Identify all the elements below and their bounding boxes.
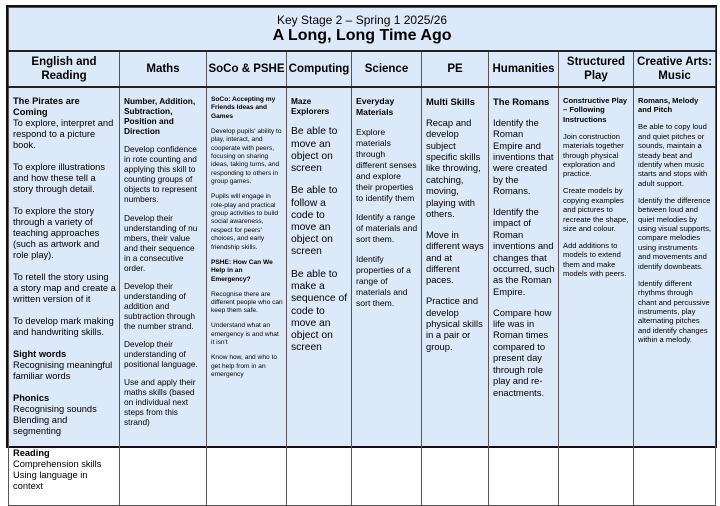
subject-heading: English and Reading [9, 51, 120, 87]
content-block [124, 213, 203, 273]
content-block [493, 206, 555, 297]
subject-cell [559, 87, 634, 506]
content-block [211, 96, 283, 121]
content-block [13, 393, 116, 437]
content-block [211, 322, 283, 347]
subject-content [559, 88, 633, 288]
term-subtitle: Key Stage 2 – Spring 1 2025/26 [276, 13, 448, 27]
content-block [356, 254, 418, 309]
subject-cell [207, 87, 287, 506]
block-title: SoCo: Accepting my Friends Ideas and Games [211, 96, 276, 120]
block-text: Recognising sounds Blending and segmenting [13, 404, 97, 436]
subject-heading: Structured Play [559, 51, 634, 87]
block-text: Be able to make a sequence of code to move an object on screen [291, 268, 348, 354]
content-block [426, 117, 485, 220]
block-text: Add additions to models to extend them and make models with peers. [563, 241, 627, 279]
subject-heading: Maths [120, 51, 207, 87]
subject-content [634, 88, 715, 354]
subject-heading: Science [352, 51, 422, 87]
curriculum-table [8, 7, 716, 506]
block-text: Identify the difference between loud and quiet melodies by using visual supports, compare melodies using instruments and movements and identify downbeats. [638, 195, 712, 271]
subject-content-row [9, 87, 716, 506]
subject-cell [287, 87, 352, 506]
block-text: Be able to move an object on screen [291, 126, 338, 174]
content-block [426, 229, 485, 286]
content-block [638, 196, 712, 271]
block-text: Identify the Roman Empire and inventions that were created by the Romans. [493, 116, 554, 197]
block-text: Develop their understanding of nu mbers, their value and their sequence in a consecutive order. [124, 212, 198, 273]
block-title: Constructive Play – Following Instructions [563, 96, 628, 124]
page-title: A Long, Long Time Ago [272, 27, 452, 44]
content-block [13, 272, 116, 305]
subject-cell [634, 87, 716, 506]
subject-content [352, 88, 421, 319]
subject-content [422, 88, 488, 364]
title-banner [9, 8, 716, 52]
subject-content [287, 88, 351, 367]
curriculum-overview [6, 5, 717, 491]
content-block [638, 96, 712, 115]
content-block [211, 291, 283, 316]
block-text: Join construction materials together through physical exploration and practice. [563, 131, 624, 179]
content-block [356, 212, 418, 245]
block-text: Use and apply their maths skills (based on individual next steps from this strand) [124, 377, 196, 428]
block-title: Maze Explorers [291, 96, 330, 116]
block-text: Identify properties of a range of materials and sort them. [356, 253, 411, 308]
content-block [493, 117, 555, 197]
content-block [124, 96, 203, 136]
block-title: Romans, Melody and Pitch [638, 96, 699, 115]
subject-heading: Creative Arts: Music [634, 51, 716, 87]
block-text: To retell the story using a story map and create a written version of it [13, 272, 116, 304]
content-block [638, 279, 712, 345]
content-block [291, 185, 348, 258]
content-block [124, 377, 203, 427]
block-text: Know how, and who to get help from in an emergency [211, 354, 277, 378]
block-text: Recognise there are different people who can keep them safe. [211, 290, 283, 315]
content-block [13, 448, 116, 492]
block-title: Multi Skills [426, 96, 475, 107]
content-block [426, 295, 485, 352]
subject-heading: Humanities [489, 51, 559, 87]
block-text: Recap and develop subject specific skills like throwing, catching, moving, playing with others. [426, 116, 481, 220]
content-block [211, 193, 283, 252]
subject-cell [489, 87, 559, 506]
subject-content [9, 88, 119, 505]
subject-header-row [9, 51, 716, 87]
content-block [291, 269, 348, 354]
subject-heading: SoCo & PSHE [207, 51, 287, 87]
content-block [13, 349, 116, 382]
block-text: Develop confidence in rote counting and applying this skill to counting groups of objects to represent numbers. [124, 144, 197, 205]
content-block [291, 126, 348, 175]
block-title: The Romans [493, 96, 550, 107]
content-block [563, 96, 630, 124]
content-block [13, 316, 116, 338]
block-text: Move in different ways and at different paces. [426, 228, 484, 286]
subject-content [120, 88, 206, 438]
block-title: The Pirates are Coming [13, 96, 80, 117]
content-block [13, 96, 116, 151]
block-text: To explore the story through a variety of teaching approaches (such as artwork and role play). [13, 206, 100, 260]
content-block [124, 281, 203, 331]
block-text: Practice and develop physical skills in a pair or group. [426, 295, 483, 352]
subject-content [207, 88, 286, 388]
block-text: Be able to follow a code to move an object on screen [291, 185, 338, 258]
content-block [563, 132, 630, 179]
subject-cell [9, 87, 120, 506]
block-text: Create models by copying examples and pictures to recreate the shape, size and colour. [563, 186, 629, 234]
block-title: Sight words [13, 349, 67, 359]
content-block [124, 144, 203, 204]
content-block [13, 206, 116, 261]
content-block [211, 259, 283, 284]
subject-content [489, 88, 558, 409]
block-text: Be able to copy loud and quiet pitches or sounds, maintain a steady beat and identify when music starts and stops with adult support. [638, 122, 708, 188]
subject-cell [422, 87, 489, 506]
block-title: Number, Addition, Subtraction, Position and Direction [124, 96, 196, 136]
block-text: To develop mark making and handwriting skills. [13, 316, 114, 337]
subject-heading: Computing [287, 51, 352, 87]
block-title: PSHE: How Can We Help in an Emergency? [211, 258, 273, 283]
content-block [426, 96, 485, 107]
content-block [291, 96, 348, 116]
content-block [563, 241, 630, 279]
block-text: Develop their understanding of addition and subtraction through the number strand. [124, 280, 196, 331]
block-title: Reading [13, 448, 50, 458]
subject-cell [120, 87, 207, 506]
block-text: Comprehension skills Using language in context [13, 459, 102, 491]
block-text: Compare how life was in Roman times compared to present day through role play and re-enactments. [493, 306, 552, 398]
block-text: To explore, interpret and respond to a picture book. [13, 118, 114, 150]
subject-cell [352, 87, 422, 506]
block-text: Explore materials through different senses and explore their properties to identify them [356, 126, 417, 203]
content-block [563, 186, 630, 233]
block-text: Identify a range of materials and sort them. [356, 212, 418, 245]
subject-heading: PE [422, 51, 489, 87]
content-block [211, 354, 283, 379]
content-block [493, 307, 555, 398]
content-block [356, 96, 418, 118]
block-text: To explore illustrations and how these tell a story through detail. [13, 162, 105, 194]
block-text: Identify the impact of Roman inventions and changes that occurred, such as the Roman Empire. [493, 206, 555, 297]
content-block [13, 162, 116, 195]
block-text: Identify different rhythms through chant and percussive instruments, play alternating pitches and identify changes within a melody. [638, 278, 710, 345]
block-text: Understand what an emergency is and what it isn't [211, 322, 279, 347]
block-title: Phonics [13, 393, 50, 403]
block-text: Pupils will engage in role-play and practical group activities to build social awareness, respect for peers' choices, and early friendship skills. [211, 193, 279, 251]
block-text: Develop pupils' ability to play, interact, and cooperate with peers, focusing on sharing ideas, taking turns, and responding to others in group games. [211, 127, 282, 186]
block-text: Develop their understanding of positional language. [124, 339, 198, 370]
content-block [638, 122, 712, 188]
content-block [124, 339, 203, 369]
block-title: Everyday Materials [356, 96, 395, 117]
content-block [211, 128, 283, 187]
content-block [356, 127, 418, 204]
block-text: Recognising meaningful familiar words [13, 360, 113, 381]
content-block [493, 96, 555, 107]
